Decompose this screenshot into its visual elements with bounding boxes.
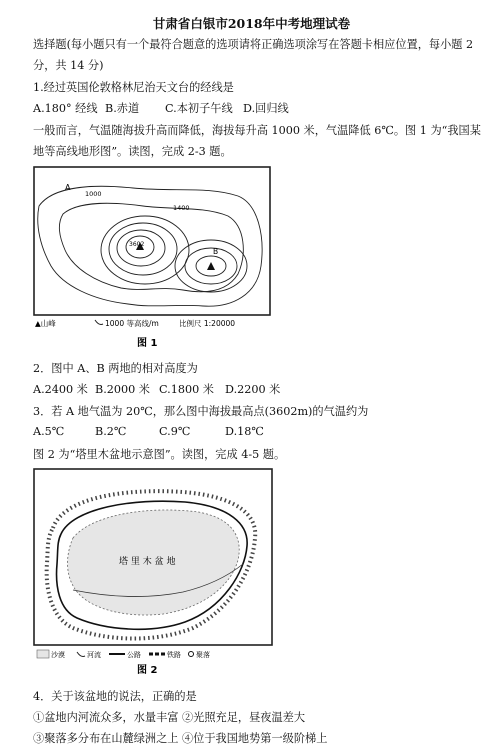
fig2-legend-river: 河流 <box>87 651 101 659</box>
passage1-line-1: 一般而言，气温随海拔升高而降低，海拔每升高 1000 米，气温降低 6℃。图 1 为“我国某 <box>33 124 481 137</box>
q1-option-c: C.本初子午线 <box>165 102 233 115</box>
q1-option-a: A.180° 经线 <box>33 102 98 115</box>
q4-choices-line-1: ①盆地内河流众多，水量丰富 ②光照充足，昼夜温差大 <box>33 711 306 724</box>
q2-option-d: D.2200 米 <box>225 383 281 396</box>
peak-contour-1 <box>101 216 189 284</box>
figure-1-contour-map <box>33 166 273 356</box>
q3-option-b: B.2℃ <box>95 425 127 438</box>
q3-options <box>33 425 264 438</box>
fig1-legend-contour-icon <box>95 320 103 325</box>
passage2: 图 2 为“塔里木盆地示意图”。读图，完成 4-5 题。 <box>33 448 286 461</box>
q1-options <box>33 100 289 116</box>
fig2-legend-river-icon <box>77 652 85 657</box>
passage1-line-2: 地等高线地形图”。读图，完成 2-3 题。 <box>33 145 232 158</box>
q1-option-d: D.回归线 <box>243 102 289 115</box>
intro-line-2: 分，共 14 分) <box>33 59 104 72</box>
b-peak-triangle-icon <box>207 262 215 270</box>
q2-option-c: C.1800 米 <box>159 383 214 396</box>
fig1-label-b: B <box>213 247 219 256</box>
q2-option-a: A.2400 米 <box>33 383 88 396</box>
q3-stem: 3．若 A 地气温为 20℃，那么图中海拔最高点(3602m)的气温约为 <box>33 405 369 418</box>
q2-options <box>33 381 280 397</box>
q2-option-b: B.2000 米 <box>95 383 150 396</box>
fig2-basin-label: 塔 里 木 盆 地 <box>119 557 176 567</box>
contour-1000 <box>38 186 262 306</box>
q4-choices-line-2: ③聚落多分布在山麓绿洲之上 ④位于我国地势第一级阶梯上 <box>33 732 328 745</box>
q3-option-c: C.9℃ <box>159 425 191 438</box>
fig1-legend-scale: 比例尺 1:20000 <box>179 319 236 328</box>
fig1-legend-peak: ▲山峰 <box>35 319 56 328</box>
fig2-legend-road: 公路 <box>127 651 141 659</box>
fig2-legend-settlement-icon <box>189 652 194 657</box>
q3-option-a: A.5℃ <box>33 425 65 438</box>
exam-title: 甘肃省白银市2018年中考地理试卷 <box>152 16 351 31</box>
fig1-legend-contour: 1000 等高线/m <box>105 319 159 328</box>
fig2-legend-desert: 沙漠 <box>51 651 65 659</box>
fig1-caption: 图 1 <box>137 338 158 349</box>
fig1-label-1000: 1000 <box>85 190 102 198</box>
q2-stem: 2．图中 A、B 两地的相对高度为 <box>33 362 198 375</box>
fig2-caption: 图 2 <box>137 665 158 676</box>
intro-line-1: 选择题(每小题只有一个最符合题意的选项请将正确选项涂写在答题卡相应位置，每小题 2 <box>33 38 474 51</box>
fig2-legend-settlement: 聚落 <box>196 651 210 659</box>
fig2-legend-rail: 铁路 <box>167 651 181 659</box>
fig1-label-a: A <box>65 183 71 192</box>
q3-option-d: D.18℃ <box>225 425 264 438</box>
q1-option-b: B.赤道 <box>105 102 140 115</box>
q1-stem: 1.经过英国伦敦格林尼治天文台的经线是 <box>33 81 234 94</box>
fig1-label-peak-height: 3602 <box>129 241 145 248</box>
fig2-legend-desert-swatch <box>37 650 49 658</box>
figure-2-tarim-basin <box>33 468 275 676</box>
q4-stem: 4．关于该盆地的说法，正确的是 <box>33 690 197 703</box>
fig1-label-1400: 1400 <box>173 204 190 212</box>
